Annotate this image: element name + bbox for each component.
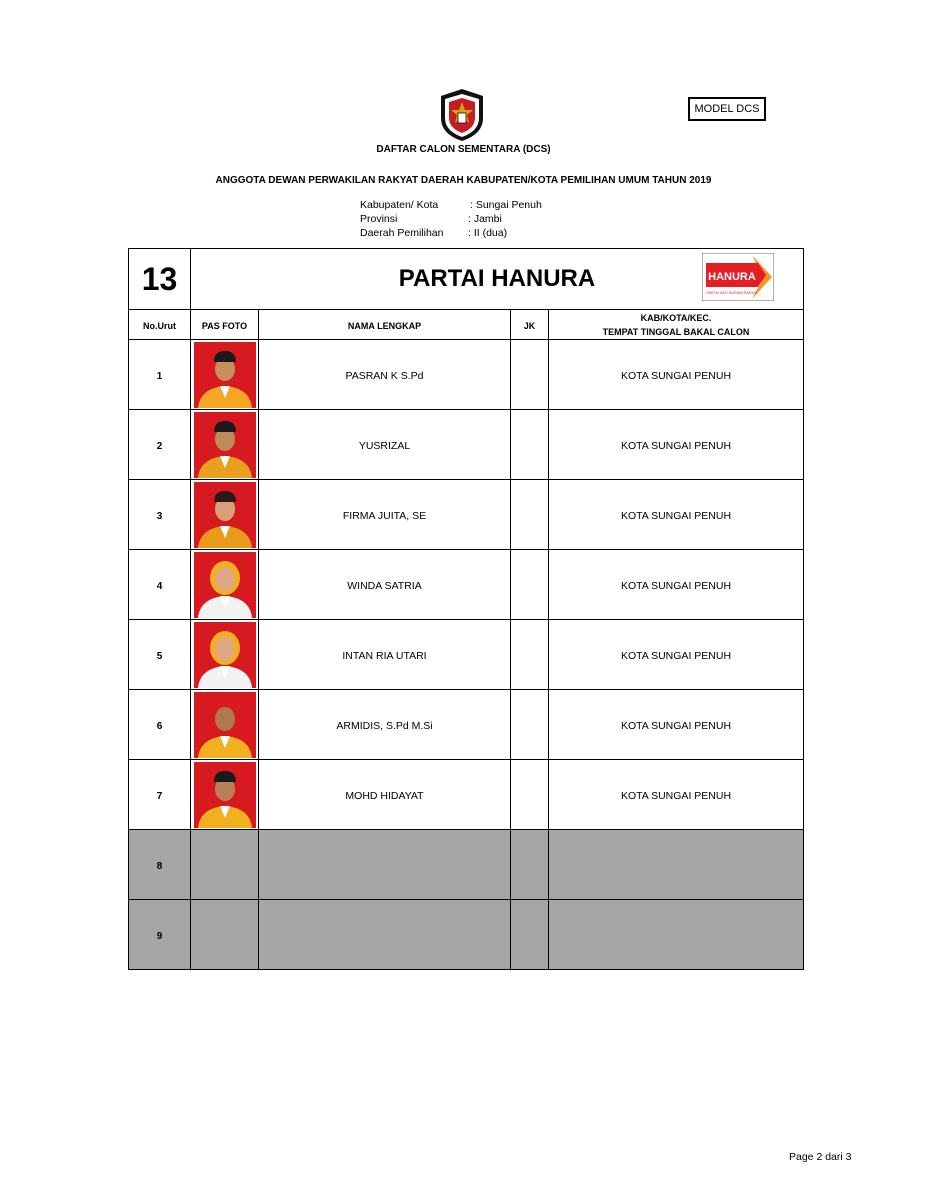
hanura-logo-text: HANURA xyxy=(708,271,756,283)
candidate-residence-cell xyxy=(549,410,804,480)
candidate-photo xyxy=(194,622,256,688)
candidate-name-cell xyxy=(259,410,511,480)
table-row xyxy=(129,550,804,620)
empty-row-number: 8 xyxy=(156,860,163,872)
party-number-cell xyxy=(129,249,191,310)
candidate-jk-cell xyxy=(511,760,549,830)
candidate-number-cell xyxy=(129,550,191,620)
info-label: Provinsi xyxy=(360,213,398,225)
candidate-residence: KOTA SUNGAI PENUH xyxy=(620,649,732,662)
candidate-photo xyxy=(194,762,256,828)
candidate-name: YUSRIZAL xyxy=(358,439,411,452)
candidate-jk-cell xyxy=(511,690,549,760)
info-value: : Jambi xyxy=(468,213,502,225)
col-jk xyxy=(511,310,549,340)
candidate-residence: KOTA SUNGAI PENUH xyxy=(620,509,732,522)
col-residence-label-1: KAB/KOTA/KEC. xyxy=(640,312,712,323)
candidate-residence: KOTA SUNGAI PENUH xyxy=(620,789,732,802)
candidate-number: 4 xyxy=(156,580,163,592)
empty-photo-cell xyxy=(191,900,259,970)
party-header-row xyxy=(129,249,804,310)
candidate-photo xyxy=(194,692,256,758)
info-value: : Sungai Penuh xyxy=(470,199,542,211)
candidate-jk-cell xyxy=(511,340,549,410)
candidate-residence-cell xyxy=(549,480,804,550)
candidate-photo-cell xyxy=(191,620,259,690)
table-row xyxy=(129,480,804,550)
candidate-name-cell xyxy=(259,620,511,690)
candidate-photo xyxy=(194,552,256,618)
candidate-photo-cell xyxy=(191,760,259,830)
col-no-label: No.Urut xyxy=(143,320,176,331)
col-jk-label: JK xyxy=(523,320,536,331)
page-number: Page 2 dari 3 xyxy=(789,1151,852,1163)
table-row-empty xyxy=(129,830,804,900)
candidate-name-cell xyxy=(259,690,511,760)
candidate-name: FIRMA JUITA, SE xyxy=(342,509,427,522)
document-subtitle: ANGGOTA DEWAN PERWAKILAN RAKYAT DAERAH KABUPATEN/KOTA PEMILIHAN UMUM TAHUN 2019 xyxy=(215,175,712,186)
col-residence-label-2: TEMPAT TINGGAL BAKAL CALON xyxy=(602,326,750,337)
hanura-logo-tagline: PARTAI HATI NURANI RAKYAT xyxy=(706,291,758,295)
candidate-name-cell xyxy=(259,550,511,620)
empty-row-number-cell xyxy=(129,830,191,900)
hanura-logo xyxy=(702,253,774,301)
candidate-residence-cell xyxy=(549,550,804,620)
col-residence xyxy=(549,310,804,340)
candidate-number: 3 xyxy=(156,510,163,522)
kpu-logo xyxy=(437,88,487,142)
candidate-photo-cell xyxy=(191,340,259,410)
candidate-photo-cell xyxy=(191,410,259,480)
col-name xyxy=(259,310,511,340)
col-no xyxy=(129,310,191,340)
info-value: : II (dua) xyxy=(468,227,508,239)
table-row xyxy=(129,410,804,480)
candidate-name-cell xyxy=(259,480,511,550)
empty-residence-cell xyxy=(549,830,804,900)
empty-jk-cell xyxy=(511,830,549,900)
candidate-name: WINDA SATRIA xyxy=(347,579,422,592)
candidate-number: 6 xyxy=(156,720,163,732)
party-number: 13 xyxy=(141,260,178,297)
table-row xyxy=(129,620,804,690)
empty-jk-cell xyxy=(511,900,549,970)
candidate-jk-cell xyxy=(511,620,549,690)
table-row xyxy=(129,760,804,830)
empty-name-cell xyxy=(259,830,511,900)
column-header-row xyxy=(129,310,804,340)
candidate-residence-cell xyxy=(549,620,804,690)
candidate-name: PASRAN K S.Pd xyxy=(345,369,424,382)
table-row-empty xyxy=(129,900,804,970)
col-photo xyxy=(191,310,259,340)
empty-residence-cell xyxy=(549,900,804,970)
candidate-photo xyxy=(194,482,256,548)
candidate-residence: KOTA SUNGAI PENUH xyxy=(620,579,732,592)
candidate-residence: KOTA SUNGAI PENUH xyxy=(620,439,732,452)
candidate-number-cell xyxy=(129,480,191,550)
candidate-name: MOHD HIDAYAT xyxy=(345,789,424,802)
table-row xyxy=(129,690,804,760)
candidate-jk-cell xyxy=(511,550,549,620)
info-label: Daerah Pemilihan xyxy=(360,227,444,239)
empty-row-number: 9 xyxy=(156,930,163,942)
candidate-number: 1 xyxy=(156,370,163,382)
candidate-photo-cell xyxy=(191,690,259,760)
candidate-residence-cell xyxy=(549,760,804,830)
candidate-number-cell xyxy=(129,340,191,410)
candidate-table xyxy=(128,248,804,970)
candidate-name: ARMIDIS, S.Pd M.Si xyxy=(336,719,433,732)
candidate-photo xyxy=(194,342,256,408)
candidate-number-cell xyxy=(129,760,191,830)
candidate-name: INTAN RIA UTARI xyxy=(342,649,427,662)
empty-photo-cell xyxy=(191,830,259,900)
candidate-jk-cell xyxy=(511,410,549,480)
col-photo-label: PAS FOTO xyxy=(201,320,248,331)
info-label: Kabupaten/ Kota xyxy=(360,199,439,211)
empty-name-cell xyxy=(259,900,511,970)
party-name: PARTAI HANURA xyxy=(398,265,596,292)
candidate-photo xyxy=(194,412,256,478)
candidate-number: 2 xyxy=(156,440,163,452)
table-row xyxy=(129,340,804,410)
candidate-jk-cell xyxy=(511,480,549,550)
candidate-name-cell xyxy=(259,340,511,410)
document-title: DAFTAR CALON SEMENTARA (DCS) xyxy=(376,144,551,155)
party-name-cell xyxy=(191,249,804,310)
candidate-number: 7 xyxy=(156,790,163,802)
candidate-residence-cell xyxy=(549,690,804,760)
candidate-photo-cell xyxy=(191,480,259,550)
col-name-label: NAMA LENGKAP xyxy=(347,320,422,331)
candidate-number-cell xyxy=(129,690,191,760)
candidate-photo-cell xyxy=(191,550,259,620)
candidate-number-cell xyxy=(129,620,191,690)
candidate-number-cell xyxy=(129,410,191,480)
candidate-name-cell xyxy=(259,760,511,830)
empty-row-number-cell xyxy=(129,900,191,970)
candidate-residence: KOTA SUNGAI PENUH xyxy=(620,719,732,732)
candidate-residence-cell xyxy=(549,340,804,410)
model-dcs-label: MODEL DCS xyxy=(688,97,766,121)
candidate-residence: KOTA SUNGAI PENUH xyxy=(620,369,732,382)
candidate-number: 5 xyxy=(156,650,163,662)
